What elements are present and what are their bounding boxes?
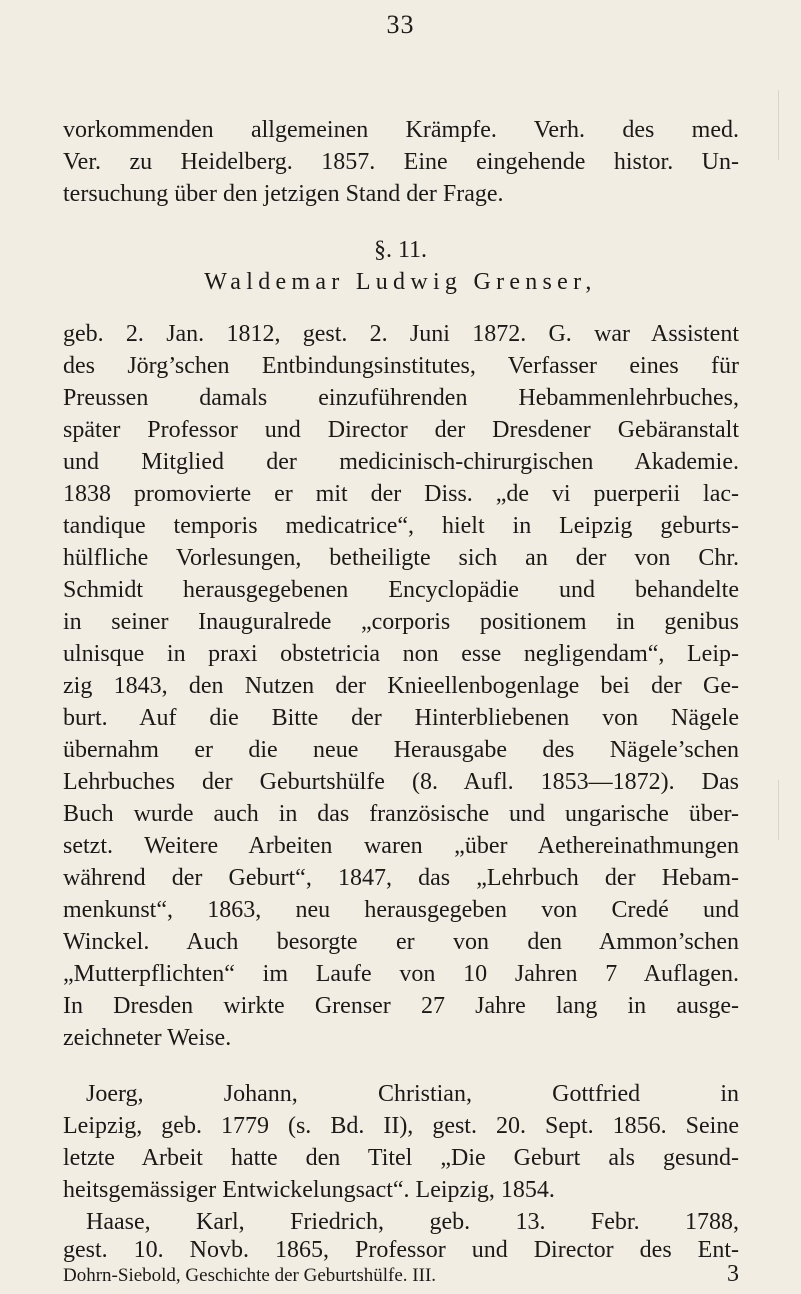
text-line: ulnisque in praxi obstetricia non esse negligendam“, Leip- (63, 641, 739, 667)
text-line: letzte Arbeit hatte den Titel „Die Geburt als gesund- (63, 1145, 739, 1171)
text-line: menkunst“, 1863, neu herausgegeben von Credé und (63, 897, 739, 923)
text-line: und Mitglied der medicinisch-chirurgischen Akademie. (63, 449, 739, 475)
text-line: tersuchung über den jetzigen Stand der Frage. (63, 181, 504, 207)
page-number: 33 (386, 10, 415, 39)
printer-signature: 3 (727, 1261, 739, 1287)
text-line: vorkommenden allgemeinen Krämpfe. Verh. des med. (63, 117, 739, 143)
text-line: tandique temporis medicatrice“, hielt in Leipzig geburts- (63, 513, 739, 539)
text-line: des Jörg’schen Entbindungsinstitutes, Verfasser eines für (63, 353, 739, 379)
text-line: 1838 promovierte er mit der Diss. „de vi puerperii lac- (63, 481, 739, 507)
page-footer (63, 1261, 739, 1288)
text-line: später Professor und Director der Dresdener Gebäranstalt (63, 417, 739, 443)
paper-edge-mark (778, 90, 801, 160)
text-line: Preussen damals einzuführenden Hebammenlehrbuches, (63, 385, 739, 411)
text-line: Lehrbuches der Geburtshülfe (8. Aufl. 1853—1872). Das (63, 769, 739, 795)
text-line: hülfliche Vorlesungen, betheiligte sich an der von Chr. (63, 545, 739, 571)
paper-edge-mark (778, 780, 801, 840)
text-line: Winckel. Auch besorgte er von den Ammon’schen (63, 929, 739, 955)
text-line: In Dresden wirkte Grenser 27 Jahre lang in ausge- (63, 993, 739, 1019)
text-line: Haase, Karl, Friedrich, geb. 13. Febr. 1788, (86, 1209, 739, 1235)
text-line: Joerg, Johann, Christian, Gottfried in (86, 1081, 739, 1107)
section-heading: Waldemar Ludwig Grenser, (204, 269, 597, 295)
text-line: gest. 10. Novb. 1865, Professor und Director des Ent- (63, 1237, 739, 1263)
text-line: Buch wurde auch in das französische und ungarische über- (63, 801, 739, 827)
text-line: Ver. zu Heidelberg. 1857. Eine eingehende histor. Un- (63, 149, 739, 175)
text-line: während der Geburt“, 1847, das „Lehrbuch der Hebam- (63, 865, 739, 891)
text-line: „Mutterpflichten“ im Laufe von 10 Jahren 7 Auflagen. (63, 961, 739, 987)
text-line: heitsgemässiger Entwickelungsact“. Leipzig, 1854. (63, 1177, 555, 1203)
text-line: zeichneter Weise. (63, 1025, 232, 1051)
text-line: zig 1843, den Nutzen der Knieellenbogenlage bei der Ge- (63, 673, 739, 699)
text-line: geb. 2. Jan. 1812, gest. 2. Juni 1872. G. war Assistent (63, 321, 739, 347)
text-line: in seiner Inauguralrede „corporis positionem in genibus (63, 609, 739, 635)
section-mark: §. 11. (373, 237, 428, 263)
text-line: übernahm er die neue Herausgabe des Nägele’schen (63, 737, 739, 763)
text-line: Leipzig, geb. 1779 (s. Bd. II), gest. 20. Sept. 1856. Seine (63, 1113, 739, 1139)
running-title: Dohrn-Siebold, Geschichte der Geburtshülfe. III. (63, 1265, 437, 1286)
text-line: Schmidt herausgegebenen Encyclopädie und behandelte (63, 577, 739, 603)
text-line: burt. Auf die Bitte der Hinterbliebenen von Nägele (63, 705, 739, 731)
text-line: setzt. Weitere Arbeiten waren „über Aethereinathmungen (63, 833, 739, 859)
